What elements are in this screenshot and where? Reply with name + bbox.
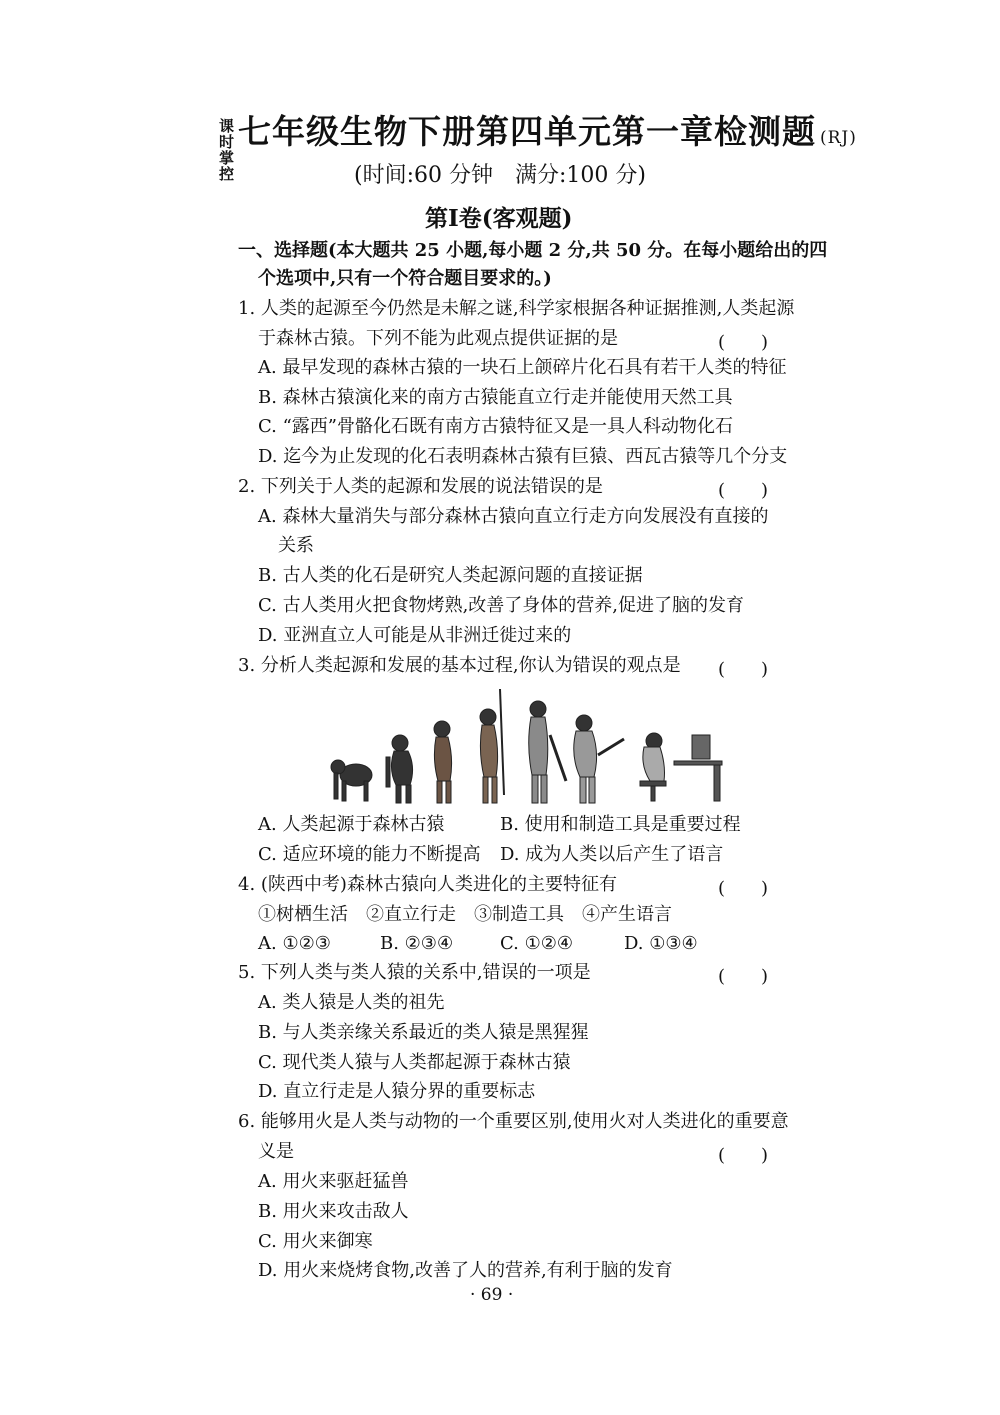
q5-option-b: B. 与人类亲缘关系最近的类人猿是黑猩猩 — [258, 1022, 589, 1043]
title-text: 七年级生物下册第四单元第一章检测题 — [238, 112, 816, 151]
q2-option-a-line-2: 关系 — [278, 535, 314, 556]
q1-option-a: A. 最早发现的森林古猿的一块石上颌碎片化石具有若干人类的特征 — [258, 357, 787, 378]
q4-option-d: D. ①③④ — [624, 933, 698, 954]
q3-option-d: D. 成为人类以后产生了语言 — [500, 844, 724, 865]
instructions-line-2: 个选项中,只有一个符合题目要求的。) — [258, 268, 552, 289]
q4-option-b: B. ②③④ — [380, 933, 454, 954]
q6-stem-line-1: 6. 能够用火是人类与动物的一个重要区别,使用火对人类进化的重要意 — [238, 1111, 789, 1132]
title-suffix: (RJ) — [820, 128, 857, 148]
q3-option-b: B. 使用和制造工具是重要过程 — [500, 814, 741, 835]
q3-option-a: A. 人类起源于森林古猿 — [258, 814, 445, 835]
q2-option-d: D. 亚洲直立人可能是从非洲迁徙过来的 — [258, 625, 572, 646]
q2-answer-blank: ( ) — [718, 480, 769, 501]
page-title — [238, 106, 857, 153]
q6-option-b: B. 用火来攻击敌人 — [258, 1201, 409, 1222]
instructions-line-1: 一、选择题(本大题共 25 小题,每小题 2 分,共 50 分。在每小题给出的四 — [238, 240, 828, 261]
q6-option-a: A. 用火来驱赶猛兽 — [258, 1171, 409, 1192]
human-evolution-illustration — [318, 685, 726, 805]
q1-option-b: B. 森林古猿演化来的南方古猿能直立行走并能使用天然工具 — [258, 387, 733, 408]
q4-stem: 4. (陕西中考)森林古猿向人类进化的主要特征有 — [238, 874, 617, 895]
q6-option-d: D. 用火来烧烤食物,改善了人的营养,有利于脑的发育 — [258, 1260, 673, 1281]
q5-option-c: C. 现代类人猿与人类都起源于森林古猿 — [258, 1052, 571, 1073]
q6-answer-blank: ( ) — [718, 1145, 769, 1166]
q4-items: ①树栖生活 ②直立行走 ③制造工具 ④产生语言 — [258, 904, 672, 925]
q3-option-c: C. 适应环境的能力不断提高 — [258, 844, 481, 865]
q4-option-a: A. ①②③ — [258, 933, 331, 954]
q1-option-c: C. “露西”骨骼化石既有南方古猿特征又是一具人科动物化石 — [258, 416, 733, 437]
q5-option-d: D. 直立行走是人猿分界的重要标志 — [258, 1081, 536, 1102]
q1-stem-line-1: 1. 人类的起源至今仍然是未解之谜,科学家根据各种证据推测,人类起源 — [238, 298, 795, 319]
q3-stem: 3. 分析人类起源和发展的基本过程,你认为错误的观点是 — [238, 655, 681, 676]
q2-option-c: C. 古人类用火把食物烤熟,改善了身体的营养,促进了脑的发育 — [258, 595, 745, 616]
q2-stem: 2. 下列关于人类的起源和发展的说法错误的是 — [238, 476, 603, 497]
q1-option-d: D. 迄今为止发现的化石表明森林古猿有巨猿、西瓦古猿等几个分支 — [258, 446, 788, 467]
q4-option-c: C. ①②④ — [500, 933, 573, 954]
subtitle: (时间:60 分钟 满分:100 分) — [354, 163, 646, 188]
q3-answer-blank: ( ) — [718, 659, 769, 680]
q2-option-b: B. 古人类的化石是研究人类起源问题的直接证据 — [258, 565, 643, 586]
q6-option-c: C. 用火来御寒 — [258, 1231, 373, 1252]
section-heading: 第Ⅰ卷(客观题) — [425, 205, 573, 232]
q1-stem-line-2: 于森林古猿。下列不能为此观点提供证据的是 — [258, 328, 618, 349]
q5-answer-blank: ( ) — [718, 966, 769, 987]
q4-answer-blank: ( ) — [718, 878, 769, 899]
page-number: · 69 · — [470, 1285, 514, 1305]
q6-stem-line-2: 义是 — [258, 1141, 294, 1162]
side-label: 课时掌控 — [217, 118, 235, 182]
q5-stem: 5. 下列人类与类人猿的关系中,错误的一项是 — [238, 962, 591, 983]
q1-answer-blank: ( ) — [718, 332, 769, 353]
q2-option-a-line-1: A. 森林大量消失与部分森林古猿向直立行走方向发展没有直接的 — [258, 506, 769, 527]
q5-option-a: A. 类人猿是人类的祖先 — [258, 992, 445, 1013]
